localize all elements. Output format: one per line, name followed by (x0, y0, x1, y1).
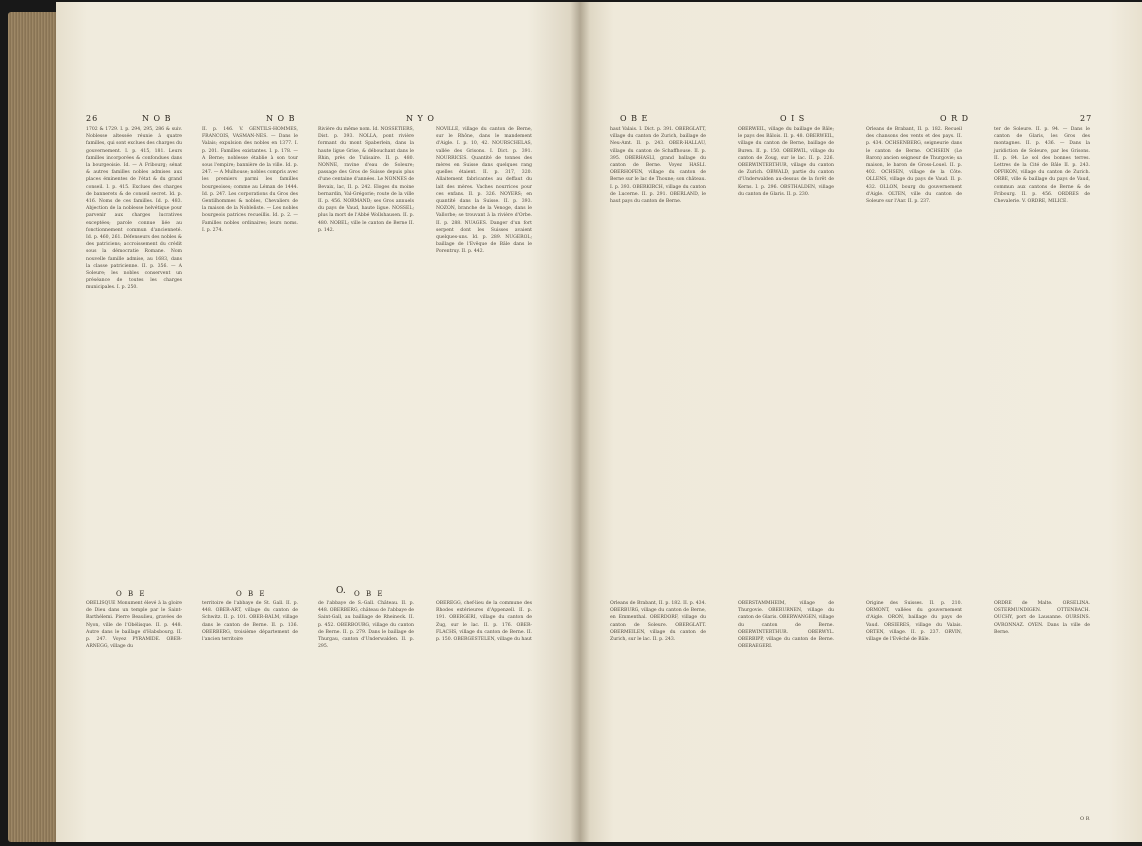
right-column-3: Orleans de Brabant, II. p. 182. Recueil des chansons des vents et des pays. II. p. 434. OCHSENBERG, seigneurie dans le canton de Berne. OCHSEIN (Le Baron) ancien seigneur de Thurgovie; sa maison, le baron de Gross-Louel. II. p. 402. OCHSEN, village de la Côte. OLLENS, village du pays de Vaud. II. p. 432. OLLON, bourg du gouvernement d'Aigle. OLTEN, ville du canton de Soleure sur l'Aar. II. p. 237. (866, 127, 962, 205)
left-lower-column-4: OBEREGG, chef-lieu de la commune des Rhodes extérieures d'Appenzell. II. p. 191. OBERGERI, village du canton de Zug, sur le lac. II. p. 176. OBER-FLACHS, village du canton de Berne. II. p. 150. OBERGESTELEN, village du haut (436, 601, 532, 643)
right-column-2: OBERWEIL, village du baillage de Bâle; le pays des Bâlois. II. p. 48. OBERWEIL, village du canton de Berne, baillage de Buren. II. p. 150. OBERWIL, village du canton de Zoug, sur le lac. II. p. 226. OBERWINTERTHUR, village du canton de Zurich. OBWALD, partie du canton d'Underwalden au-dessus de la forêt de Kerns. I. p. 296. OBSTHALDEN, village du canton de Glaris. II. p. 230. (738, 127, 834, 197)
page-number-left: 26 (86, 114, 99, 123)
running-head-left-1: N O B (142, 114, 172, 123)
section-head-left-2: O B E (236, 590, 267, 598)
left-column-2: II. p. 146. V. GENTILS-HOMMES, FRANCOIS, VASMAN-NES. — Dans le Valais; expulsion des nobles en 1377. I. p. 201. Familles existantes. I. p. 178. — A Berne; noblesse établie à son tour sous l'empire; bannière de la ville. Id. p. 247. — A Mulhouse; nobles compris avec les premiers parmi les familles bourgeoises; comme au Léman de 1444. Id. p. 247. Les corporations du Gros des Gentilhommes & nobles, Chevaliers de la maison de la Nobleliste. — Les nobles bourgeois patrices recueillis. Id. p. 2. — Familles nobles ordinaires; leurs noms. I. p. 274. (202, 127, 298, 233)
running-head-left-3: N Y O (406, 114, 435, 123)
left-column-1: 1702 & 1729. I. p. 294, 295, 286 & suiv. Noblesse altessée réunie à quatre familles, qui sont exclues des charges du gouvernement. I. p. 415, 181. Leurs familles incorporées & confondues dans la bourgeoisie. Id. — A Fribourg; sénat & autres familles nobles admises aux places éminentes de l'état & du grand conseil. I. p. 415. Exclues des charges de bannerets & de conseil secret. Id. p. 416. Noms de ces familles. Id. p. 483. Abjection de la noblesse helvétique pour parvenir aux charges lucratives exceptées; parole connue liée au fonctionnement commun d'ancienneté. Id. p. 460, 261. Défenseurs des nobles & des patriciens; accroissement du crédit sous la démocratie Romane. Nom nouvelle famille admise, au 1683, dans la classe patricienne. II. p. 356. — A Soleure; les nobles conservent un préséance de toutes les charges municipales. I. p. 250. (86, 127, 182, 291)
book-page-edges (8, 12, 60, 842)
left-lower-column-1: OBELISQUE Monument élevé à la gloire de Dieu dans un temple par le Saint-Barthélemi. Pierre Beaulieu, gravées de Nyon, ville de l'Obélisque. II. p. 448. Autre dans le baillage d'Habsbourg. II. p. 247. Voyez PYRAMIDE. OBER-ARNEGG, village du (86, 601, 182, 650)
right-lower-column-1: Orleans de Brabant, II. p. 182. II. p. 434. OBERBURG, village du canton de Berne, en Emmenthal. OBERDORF, village du canton de Soleure. OBERGLATT. OBERMEILEN, village du canton de Zurich, sur le lac. II. p. 243. (610, 601, 706, 643)
right-column-4: ter de Soleure. II. p. 94. — Dans le canton de Glaris, les Gros des montagnes. II. p. 436. — Dans la juridiction de Soleure, par les Grisons. II. p. 84. Le sol des bonnes terres. Lettres de la Cité de Bâle II. p. 243. OPFIKON, village du canton de Zurich. ORBE, ville & baillage du pays de Vaud, commun aux cantons de Berne & de Fribourg. II. p. 456. ORDRES de Chevalerie. V. ORDRE, MILICE. (994, 127, 1090, 205)
left-lower-column-3: de l'abbaye de S.-Gall. Château. II. p. 448. OBERBERG, château de l'abbaye de Saint-Gall, au bailliage de Rheineck. II. p. 452. OBERBOURG, village du canton de Berne. II. p. 279. Dans le baillage de Thurgau, canton d'Underwalden. II. p. 295. (318, 601, 414, 650)
book-gutter (570, 2, 590, 842)
running-head-left-2: N O B (266, 114, 296, 123)
left-page (56, 2, 580, 842)
right-page (580, 2, 1142, 842)
section-head-left-3: O B E (354, 590, 385, 598)
right-lower-column-4: ORDRE de Malte. ORSELINA. OSTERMUNDIGEN. OTTENBACH. OUCHY, port de Lausanne. OURSINS. OVRONNAZ. OYEN. Dans la ville de Berne. (994, 601, 1090, 635)
section-head-left-1: O B E (116, 590, 147, 598)
left-column-4: NOVILLE, village du canton de Berne, sur le Rhône, dans le mandement d'Aigle. I. p. 10, 42. NOURSCHELAS, vallée des Grisons. I. Dict. p. 391. NOURRICES. Quantité de tonnes des mères en Suisse dans quelques rang quelles étaient. II. p. 317, 320. Allaitement fabricantes au deffaut du lait des mères. Vaches nourrices pour ces enfans. II. p. 326. NOYERS; en quantité dans la Suisse. II. p. 393. NOZON, branche de la Venoge, dans le Vallorbe; se trouvant à la rivière d'Orbe. II. p. 288. NUAGES. Danger d'un fort serpent dont les Suisses avaient quelques-uns. Id. p. 289. NUGEROL; baillage de l'Evêque de Bâle dans le Porentruy. II. p. 442. (436, 127, 532, 255)
left-column-3: Rivière du même nom. Id. NOSSETIERS, Dist. p. 393. NOLLA, pont rivière formant du mont Spaberlein, dans la haute ligue Grise, & débouchant dans le Rhin, près de Tulisaire. II. p. 480. NONNE, ravine d'eau de Soleure; passage des Gros de Suisse depuis plus d'une centaine d'années. Le NONNES de Bevaix, lac, II. p. 242. Eloges du moine bernardin, Val-Grégorie; route de la ville II. p. 456. NORMAND; ses Gros annuels du pays de Vaud, haute ligue. NOSSEL; plus la mort de l'Abbé Wollshausen. II. p. 480. NOBEL; ville le canton de Berne II. p. 142. (318, 127, 414, 233)
right-lower-column-3: Origine des Suisses. II. p. 210. ORMONT, vallées du gouvernement d'Aigle. ORON, baillage du pays de Vaud. ORSIERES, village du Valais. ORTEN, village. II. p. 237. ORVIN, village de l'Evêché de Bâle. (866, 601, 962, 643)
page-number-right: 27 (1080, 114, 1093, 123)
running-head-right-1: O B E (620, 114, 649, 123)
right-lower-column-2: OBERSTAMMHEIM, village de Thurgovie. OBERURNEN, village du canton de Glaris. OBERWANGEN, village du canton de Berne. OBERWINTERTHUR. OBERWYL. OBERBIPP, village du canton de Berne. OBERAEGERI. (738, 601, 834, 650)
left-lower-column-2: territoire de l'abbaye de St. Gall. II. p. 448. OBER-ART, village du canton de Schwitz. II. p. 101. OBER-BALM, village dans le canton de Berne. II. p. 136. OBERBERG, troisième département de l'ancien territoire (202, 601, 298, 643)
running-head-right-2: O I S (780, 114, 806, 123)
running-head-right-3: O R D (940, 114, 970, 123)
letter-heading: O. (336, 586, 346, 596)
catchword: O R (1080, 816, 1090, 822)
right-column-1: haut Valais. I. Dict. p. 391. OBERGLATT, village du canton de Zurich, baillage de Neu-Amt. II. p. 243. OBER-HALLAU, village du canton de Schaffhouse. II. p. 395. OBERHASLI, grand ballage du canton de Berne. Voyez HASLI. OBERHOFEN, village du canton de Berne sur le lac de Thoune; son château. I. p. 393. OBERKIRCH, village du canton de Lucerne. II. p. 291. OBERLAND, le haut pays du canton de Berne. (610, 127, 706, 205)
open-book (8, 2, 1142, 844)
